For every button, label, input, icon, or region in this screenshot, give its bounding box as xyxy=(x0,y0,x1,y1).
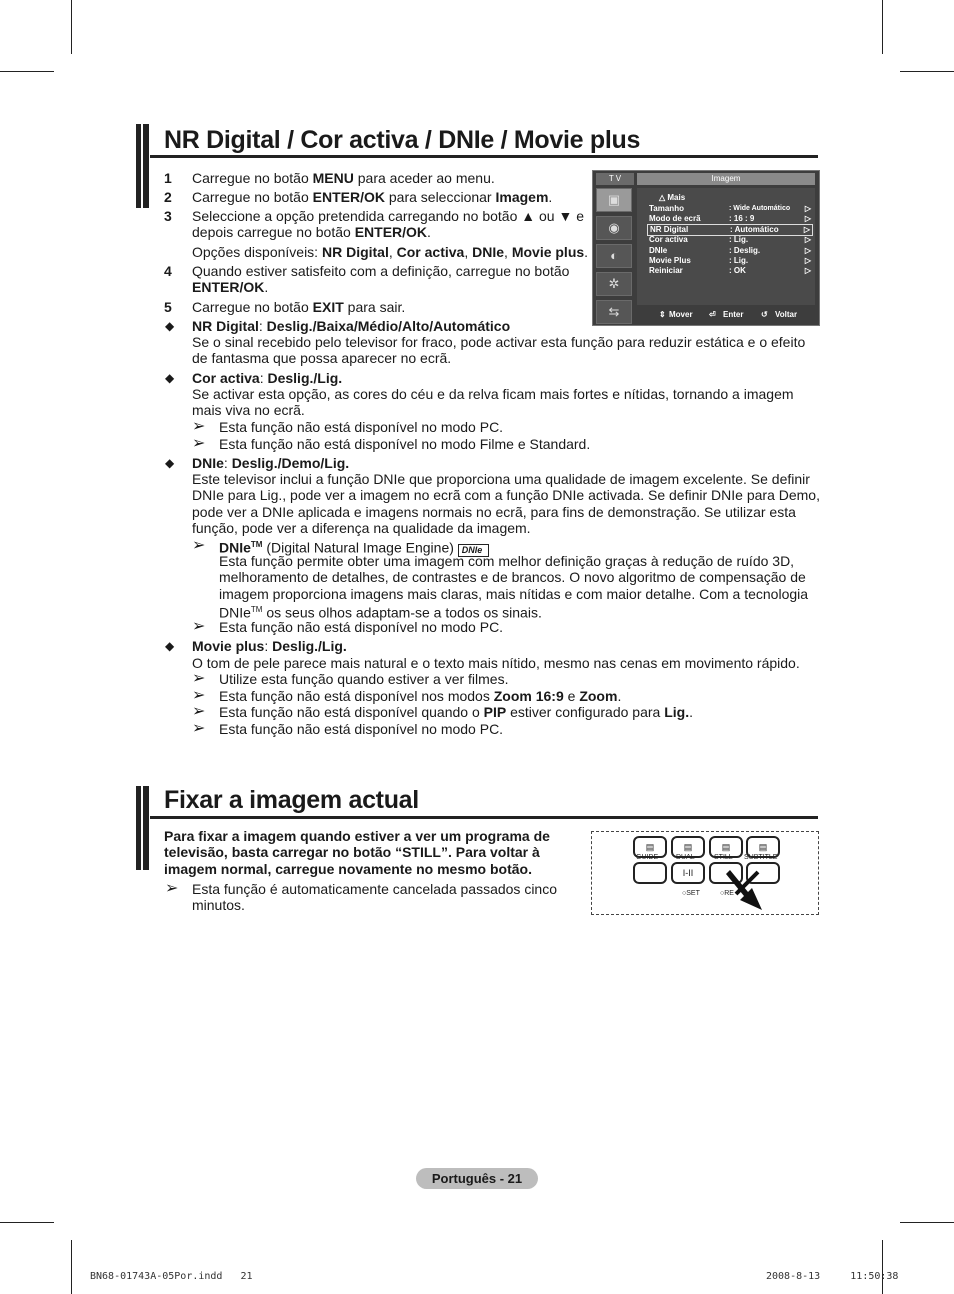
options-text: Opções disponíveis: NR Digital, Cor activa, DNIe, Movie plus. xyxy=(192,244,589,260)
arrow-note-icon: ➢ xyxy=(192,670,206,687)
menu-row: Cor activa : Lig. ▷ xyxy=(649,235,811,244)
menu-row: Modo de ecrã : 16 : 9 ▷ xyxy=(649,214,811,223)
crop-mark xyxy=(900,71,954,72)
tv-tab: T V xyxy=(596,173,634,185)
arrow-note-icon: ➢ xyxy=(192,720,206,737)
crop-mark xyxy=(71,1240,72,1294)
menu-panel xyxy=(637,188,815,305)
menu-title: Imagem xyxy=(637,173,815,185)
right-triangle-icon: ▷ xyxy=(804,266,811,275)
print-slug-file: BN68-01743A-05Por.indd 21 xyxy=(90,1271,253,1282)
dual-glyph-button: I-II xyxy=(671,862,705,884)
step-number: 1 xyxy=(164,170,172,186)
menu-row-selected: NR Digital : Automático ▷ xyxy=(647,224,813,236)
return-icon: ↺ xyxy=(761,310,768,319)
note-paragraph: Esta função é automaticamente cancelada passados cinco minutos. xyxy=(192,881,558,914)
note-text: Esta função não está disponível no modo PC. xyxy=(219,619,504,635)
crop-mark xyxy=(900,1222,954,1223)
still-button: ▤ xyxy=(709,836,743,858)
paragraph: Se activar esta opção, as cores do céu e da relva ficam mais fortes e nítidas, tornando a imagem mais viva no ecrã. xyxy=(192,386,794,419)
enter-icon: ⏎ xyxy=(709,310,716,319)
bullet-dnie: DNIe: Deslig./Demo/Lig. xyxy=(192,455,350,471)
dual-button: ▤ xyxy=(671,836,705,858)
note-dnie-tm: DNIe™ (Digital Natural Image Engine) DNIe xyxy=(219,537,489,557)
paragraph: Se o sinal recebido pelo televisor for fraco, pode activar esta função para reduzir estática e o efeito de fantasma que possa aparecer no ecrã. xyxy=(192,334,806,367)
step-number: 2 xyxy=(164,189,172,205)
bullet-cor-activa: Cor activa: Deslig./Lig. xyxy=(192,370,343,386)
circle-icon: ○ xyxy=(720,890,725,897)
section-title: NR Digital / Cor activa / DNIe / Movie plus xyxy=(164,126,641,154)
input-icon: ⇆ xyxy=(596,300,632,324)
note-text: Esta função não está disponível no modo Filme e Standard. xyxy=(219,436,591,452)
subtitle-label: SUBTITLE xyxy=(744,854,778,861)
guide-button: ▤ xyxy=(633,836,667,858)
menu-row: Reiniciar : OK ▷ xyxy=(649,266,811,275)
note-text: Esta função não está disponível no modo PC. xyxy=(219,721,504,737)
tv-menu-screenshot xyxy=(592,170,820,326)
arrow-note-icon: ➢ xyxy=(192,537,206,554)
right-triangle-icon: ▷ xyxy=(804,256,811,265)
subtitle-button: ▤ xyxy=(746,836,780,858)
step-text: Seleccione a opção pretendida carregando no botão ▲ ou ▼ e depois carregue no botão ENTER/OK. xyxy=(192,208,584,241)
right-triangle-icon: ▷ xyxy=(804,214,811,223)
crop-mark xyxy=(882,0,883,54)
step-text: Carregue no botão MENU para aceder ao menu. xyxy=(192,170,495,186)
bullet-movie-plus: Movie plus: Deslig./Lig. xyxy=(192,638,347,654)
note-text: Esta função não está disponível no modo PC. xyxy=(219,419,504,435)
step-text: Quando estiver satisfeito com a definição, carregue no botão ENTER/OK. xyxy=(192,263,570,296)
up-triangle-icon: △ xyxy=(659,193,668,202)
diamond-icon: ◆ xyxy=(165,456,175,470)
dual-label: DUAL xyxy=(676,854,695,861)
note-text: Esta função não está disponível quando o PIP estiver configurado para Lig.. xyxy=(219,704,693,720)
circle-icon: ○ xyxy=(682,890,687,897)
crop-mark xyxy=(882,1240,883,1294)
fix-intro: Para fixar a imagem quando estiver a ver um programa de televisão, basta carregar no botão “STILL”. Para voltar à imagem normal, carregue novamente no mesmo botão. xyxy=(164,828,550,877)
print-slug-date: 2008-8-13 11:50:38 xyxy=(766,1271,899,1282)
dnie-logo: DNIe xyxy=(458,544,490,557)
right-triangle-icon: ▷ xyxy=(804,246,811,255)
menu-row: DNIe : Deslig. ▷ xyxy=(649,246,811,255)
remote-illustration xyxy=(591,831,819,915)
step-number: 3 xyxy=(164,208,172,224)
right-triangle-icon: ▷ xyxy=(803,225,810,234)
paragraph: Este televisor inclui a função DNIe que proporciona uma qualidade de imagem excelente. Se definir DNIe para Lig., pode ver a imagem no ecrã com a função DNIe activada. Se definir DNIe para Demo, pode ver a DNIe aplicada e imagens normais no ecrã, para fins de demonstração. Se utilizar esta função, pode ver a diferença na qualidade da imagem. xyxy=(192,471,820,537)
step-text: Carregue no botão ENTER/OK para seleccionar Imagem. xyxy=(192,189,553,205)
note-paragraph: Esta função permite obter uma imagem com melhor definição graças à redução de ruído 3D, melhoramento de detalhes, de contrastes e de brancos. O novo algoritmo de compensação de imagem proporciona imagens mais claras, mais nítidas e com maior detalhe. Com a tecnologia DNIe™ os seus olhos adaptam-se a todos os sinais. xyxy=(219,553,809,621)
guide-label: GUIDE xyxy=(636,854,659,861)
step-text: Carregue no botão EXIT para sair. xyxy=(192,299,406,315)
arrow-note-icon: ➢ xyxy=(165,880,179,897)
bullet-nr-digital: NR Digital: Deslig./Baixa/Médio/Alto/Automático xyxy=(192,318,511,334)
crop-mark xyxy=(0,71,54,72)
step-number: 5 xyxy=(164,299,172,315)
arrow-note-icon: ➢ xyxy=(192,418,206,435)
note-text: Utilize esta função quando estiver a ver filmes. xyxy=(219,671,509,687)
step-number: 4 xyxy=(164,263,172,279)
section-title: Fixar a imagem actual xyxy=(164,786,419,814)
arrow-note-icon: ➢ xyxy=(192,687,206,704)
crop-mark xyxy=(0,1222,54,1223)
arrow-note-icon: ➢ xyxy=(192,703,206,720)
pointer-arrow-icon xyxy=(722,866,762,910)
arrow-note-icon: ➢ xyxy=(192,435,206,452)
channel-icon: ◐ xyxy=(596,244,632,268)
diamond-icon: ◆ xyxy=(165,371,175,385)
picture-icon: ▣ xyxy=(596,188,632,212)
crop-mark xyxy=(71,0,72,54)
right-triangle-icon: ▷ xyxy=(804,204,811,213)
menu-footer: ⇕ Mover ⏎ Enter ↺ Voltar xyxy=(637,308,815,322)
menu-more: △ Mais xyxy=(659,193,686,202)
setup-icon: ✲ xyxy=(596,272,632,296)
reset-label: ○RE xyxy=(720,890,734,897)
page-number-badge: Português - 21 xyxy=(416,1168,538,1189)
diamond-icon: ◆ xyxy=(165,639,175,653)
menu-sidebar xyxy=(596,188,634,318)
paragraph: O tom de pele parece mais natural e o texto mais nítido, mesmo nas cenas em movimento rápido. xyxy=(192,655,800,671)
menu-row: Tamanho : Wide Automático ▷ xyxy=(649,204,811,213)
note-text: Esta função não está disponível nos modos Zoom 16:9 e Zoom. xyxy=(219,688,622,704)
arrow-note-icon: ➢ xyxy=(192,618,206,635)
right-triangle-icon: ▷ xyxy=(804,235,811,244)
menu-row: Movie Plus : Lig. ▷ xyxy=(649,256,811,265)
sound-icon: ◉ xyxy=(596,216,632,240)
still-label: STILL xyxy=(714,854,733,861)
blank-button xyxy=(633,862,667,884)
diamond-icon: ◆ xyxy=(165,319,175,333)
set-label: ○SET xyxy=(682,890,700,897)
move-icon: ⇕ xyxy=(659,310,666,319)
